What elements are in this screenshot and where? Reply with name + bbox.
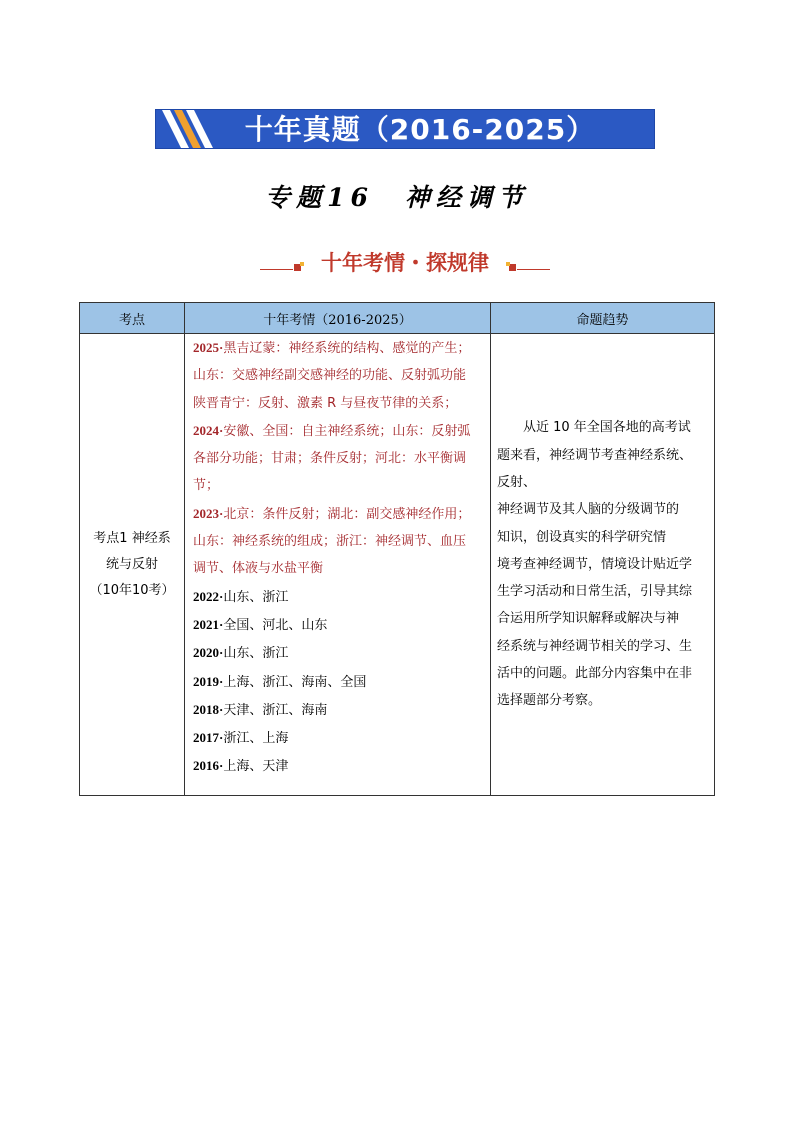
trend-line: 题来看，神经调节考查神经系统、 [497,447,693,463]
trend-line: 境考查神经调节，情境设计贴近学 [497,556,693,572]
section-title: 十年考情・探规律 [321,251,489,275]
year-line [193,528,486,555]
table-header-row [80,303,715,334]
trend-line: 活中的问题。此部分内容集中在非 [497,666,693,682]
year-label: 2016· [193,758,224,774]
year-line [193,611,486,639]
year-line [193,417,486,445]
year-text: 全国、河北、山东 [223,617,328,633]
year-line [193,390,486,417]
heading-square-accent-icon [506,262,510,266]
kaodian-cell [80,334,185,796]
trend-line: 反射、 [497,474,537,490]
year-label: 2025· [193,340,224,355]
kaodian-line: （10年10考） [89,582,175,598]
year-line [193,696,486,724]
year-text: 调节、体液与水盐平衡 [193,561,324,577]
year-line [193,724,486,752]
year-label: 2018· [193,701,224,717]
year-text: 浙江、上海 [223,731,289,747]
year-text: 上海、浙江、海南、全国 [223,674,367,690]
year-line [193,752,486,780]
trend-line: 选择题部分考察。 [497,693,602,709]
kaodian-line: 统与反射 [105,556,158,572]
header-ten-year: 十年考情（2016-2025） [185,303,491,334]
year-line [193,445,486,472]
trend-line: 经系统与神经调节相关的学习、生 [497,638,693,654]
banner-title: 十年真题（2016-2025） [244,113,596,146]
year-text: 北京：条件反射；湖北：副交感神经作用； [223,506,471,522]
heading-line-right [517,269,550,270]
section-heading [260,248,550,280]
years-cell [185,334,491,796]
year-text: 山东、浙江 [223,589,289,605]
year-text: 安徽、全国：自主神经系统；山东：反射弧 [223,423,471,439]
year-label: 2024· [193,422,224,438]
year-label: 2019· [193,673,224,689]
year-text: 山东：交感神经副交感神经的功能、反射弧功能 [193,368,467,384]
year-text: 黑吉辽蒙：神经系统的结构、感觉的产生； [223,341,471,356]
year-text: 山东、浙江 [223,646,289,662]
year-text: 陕晋青宁：反射、激素 R 与昼夜节律的关系； [193,395,458,411]
year-text: 天津、浙江、海南 [223,702,328,718]
header-trend: 命题趋势 [491,303,715,334]
year-label: 2022· [193,588,224,604]
year-line [193,555,486,582]
year-line [193,500,486,528]
title-banner [155,109,655,149]
topic-title: 专题16 神经调节 [265,183,529,212]
year-text: 山东：神经系统的组成；浙江：神经调节、血压 [193,534,467,550]
header-kaodian: 考点 [80,303,185,334]
trend-line: 知识，创设真实的科学研究情 [497,529,667,545]
trend-line: 神经调节及其人脑的分级调节的 [497,502,680,518]
trend-line: 从近 10 年全国各地的高考试 [523,420,691,436]
year-label: 2020· [193,645,224,661]
heading-square-icon [509,264,516,271]
year-label: 2017· [193,730,224,746]
year-text: 上海、天津 [223,759,289,775]
heading-square-accent-icon [300,262,304,266]
kaodian-line: 考点1 神经系 [93,530,171,546]
year-line [193,639,486,667]
heading-line-left [260,269,293,270]
year-label: 2023· [193,505,224,521]
year-line [193,362,486,389]
year-line [193,583,486,611]
trend-line: 生学习活动和日常生活，引导其综 [497,584,693,600]
trend-cell [491,334,715,796]
year-line [193,668,486,696]
year-label: 2021· [193,616,224,632]
year-line [193,472,486,499]
exam-analysis-table [79,302,715,796]
year-text: 各部分功能；甘肃；条件反射；河北：水平衡调 [193,451,467,467]
year-text: 节； [193,478,220,494]
year-line [193,334,486,362]
table-row [80,334,715,796]
trend-line: 合运用所学知识解释或解决与神 [497,611,680,627]
